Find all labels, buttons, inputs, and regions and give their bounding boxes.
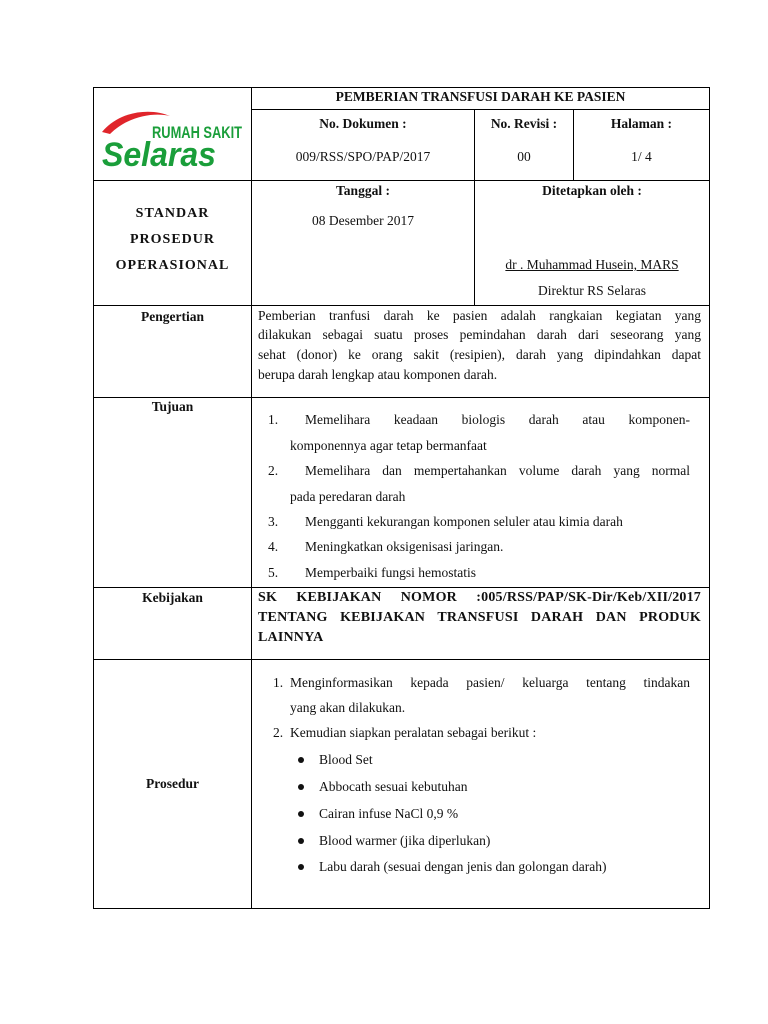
approver-name: dr . Muhammad Husein, MARS [505,257,679,272]
kebijakan-line1: SK KEBIJAKAN NOMOR :005/RSS/PAP/SK-Dir/Keb/XII/2017 [258,590,701,605]
table-divider [474,109,475,306]
equipment-item: Cairan infuse NaCl 0,9 % [319,806,459,821]
doc-number-label: No. Dokumen : [319,116,407,131]
equipment-item: Blood Set [319,752,373,767]
logo-line2: Selaras [102,136,216,174]
tujuan-item-line: Mengganti kekurangan komponen seluler atau kimia darah [305,514,623,529]
prosedur-step-number: 1. [273,675,284,690]
sop-line3: OPERASIONAL [115,258,230,273]
bullet-icon [298,784,304,790]
equipment-item: Blood warmer (jika diperlukan) [319,833,491,848]
revision-value: 00 [517,149,531,164]
prosedur-step-number: 2. [273,725,284,740]
tujuan-number: 5. [268,565,279,580]
pengertian-line1: Pemberian tranfusi darah ke pasien adalah rangkaian kegiatan yang [258,308,701,323]
bullet-icon [298,838,304,844]
pengertian-label: Pengertian [141,309,204,324]
table-divider [251,87,252,909]
table-divider [93,305,710,306]
pengertian-line3: sehat (donor) ke orang sakit (resipien), darah yang dipindahkan dapat [258,347,701,362]
hospital-logo [100,108,246,174]
pengertian-line4: berupa darah lengkap atau komponen darah. [258,367,498,382]
sop-line1: STANDAR [135,206,210,221]
tujuan-number: 1. [268,412,279,427]
table-divider [93,180,710,181]
tujuan-item-line: Memelihara keadaan biologis darah atau komponen- [305,412,690,427]
table-border-bottom [93,908,710,909]
tujuan-number: 2. [268,463,279,478]
table-border-right [709,87,710,909]
prosedur-label: Prosedur [146,776,199,791]
tujuan-number: 3. [268,514,279,529]
tujuan-item-line: Memelihara dan mempertahankan volume darah yang normal [305,463,690,478]
sop-line2: PROSEDUR [129,232,215,247]
approved-by-label: Ditetapkan oleh : [542,183,642,198]
table-divider [251,109,710,110]
doc-number-value: 009/RSS/SPO/PAP/2017 [295,149,431,164]
tujuan-item-line: pada peredaran darah [290,489,406,504]
tujuan-number: 4. [268,539,279,554]
revision-label: No. Revisi : [490,116,558,131]
tujuan-item-line: komponennya agar tetap bermanfaat [290,438,487,453]
equipment-item: Labu darah (sesuai dengan jenis dan golongan darah) [319,859,607,874]
date-value: 08 Desember 2017 [312,213,414,228]
bullet-icon [298,864,304,870]
prosedur-step-line: Kemudian siapkan peralatan sebagai berikut : [290,725,537,740]
pengertian-line2: dilakukan sebagai suatu proses pemindahan darah dari seseorang yang [258,327,701,342]
selaras-logo-icon [100,108,246,174]
bullet-icon [298,811,304,817]
logo-line1: RUMAH SAKIT [152,123,243,142]
prosedur-step-line: Menginformasikan kepada pasien/ keluarga tentang tindakan [290,675,690,690]
tujuan-item-line: Meningkatkan oksigenisasi jaringan. [305,539,504,554]
document-title: PEMBERIAN TRANSFUSI DARAH KE PASIEN [335,89,626,104]
date-label: Tanggal : [336,183,390,198]
bullet-icon [298,757,304,763]
kebijakan-line2: TENTANG KEBIJAKAN TRANSFUSI DARAH DAN PRODUK [258,610,701,625]
prosedur-step-line: yang akan dilakukan. [290,700,406,715]
page-value: 1/ 4 [631,149,652,164]
page-label: Halaman : [610,116,673,131]
kebijakan-label: Kebijakan [142,590,203,605]
table-divider [93,659,710,660]
approver-title: Direktur RS Selaras [538,283,646,298]
tujuan-label: Tujuan [151,399,194,414]
kebijakan-line3: LAINNYA [258,630,324,645]
equipment-item: Abbocath sesuai kebutuhan [319,779,468,794]
tujuan-item-line: Memperbaiki fungsi hemostatis [305,565,476,580]
